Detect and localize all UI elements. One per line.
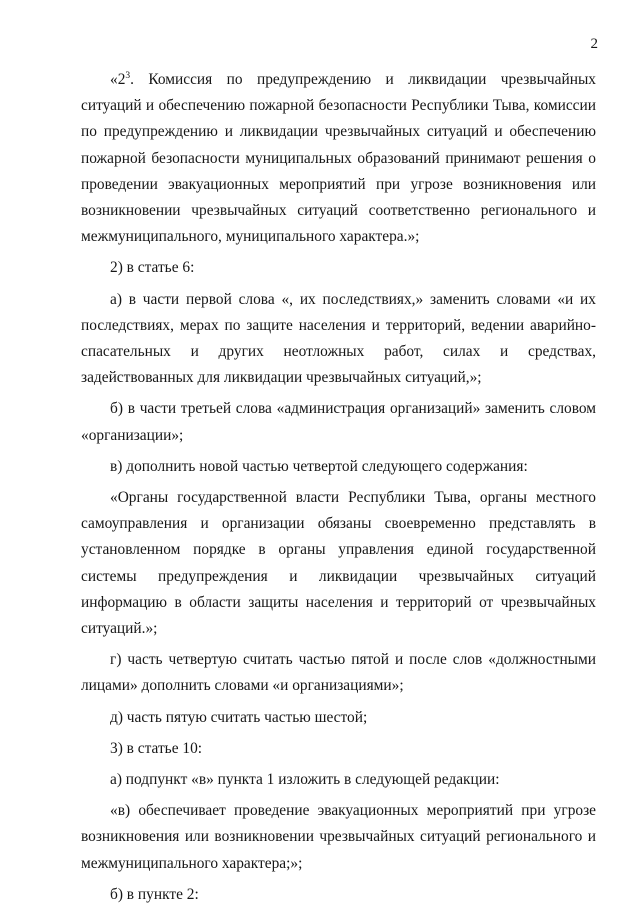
quote-article-number: «2 <box>110 71 126 88</box>
paragraph-quoted-subpoint-v: «в) обеспечивает проведение эвакуационных мероприятий при угрозе возникновения или возникновении чрезвычайных ситуаций регионального и межмуниципального характера;»; <box>81 802 596 872</box>
paragraph-text: . Комиссия по предупреждению и ликвидации чрезвычайных ситуаций и обеспечению пожарной безопасности Республики Тыва, комиссии по предупреждению и ликвидации чрезвычайных ситуаций и обеспечению пожарной безопасности муниципальных образований принимают решения о проведении эвакуационных мероприятий при угрозе возникновения или возникновении чрезвычайных ситуаций соответственно регионального и межмуниципального, муниципального характера.»; <box>81 71 596 246</box>
document-body <box>81 67 596 908</box>
page-number: 2 <box>590 36 598 52</box>
paragraph-item-2: 2) в статье 6: <box>110 259 195 277</box>
paragraph-subitem-b: б) в части третьей слова «администрация организаций» заменить словом «организации»; <box>81 400 596 444</box>
paragraph-item-3: 3) в статье 10: <box>110 739 203 757</box>
paragraph-quoted-part-four: «Органы государственной власти Республики Тыва, органы местного самоуправления и организации обязаны своевременно представлять в установленном порядке в органы управления единой государственной системы предупреждения и ликвидации чрезвычайных ситуаций информацию в области защиты населения и территорий от чрезвычайных ситуаций.»; <box>81 489 596 638</box>
paragraph-subitem-a: а) в части первой слова «, их последствиях,» заменить словами «и их последствиях, мерах по защите населения и территорий, ведении аварийно-спасательных и других неотложных работ, силах и средствах, задействованных для ликвидации чрезвычайных ситуаций,»; <box>81 290 596 387</box>
superscript-index: 3 <box>125 70 131 81</box>
paragraph-subitem-d: д) часть пятую считать частью шестой; <box>110 708 368 726</box>
paragraph-article-2-3 <box>81 67 596 250</box>
paragraph-item-3-b: б) в пункте 2: <box>110 885 199 903</box>
paragraph-subitem-v: в) дополнить новой частью четвертой следующего содержания: <box>110 457 528 475</box>
paragraph-subitem-g: г) часть четвертую считать частью пятой и после слов «должностными лицами» дополнить словами «и организациями»; <box>81 651 596 695</box>
paragraph-item-3-a: а) подпункт «в» пункта 1 изложить в следующей редакции: <box>110 771 500 789</box>
